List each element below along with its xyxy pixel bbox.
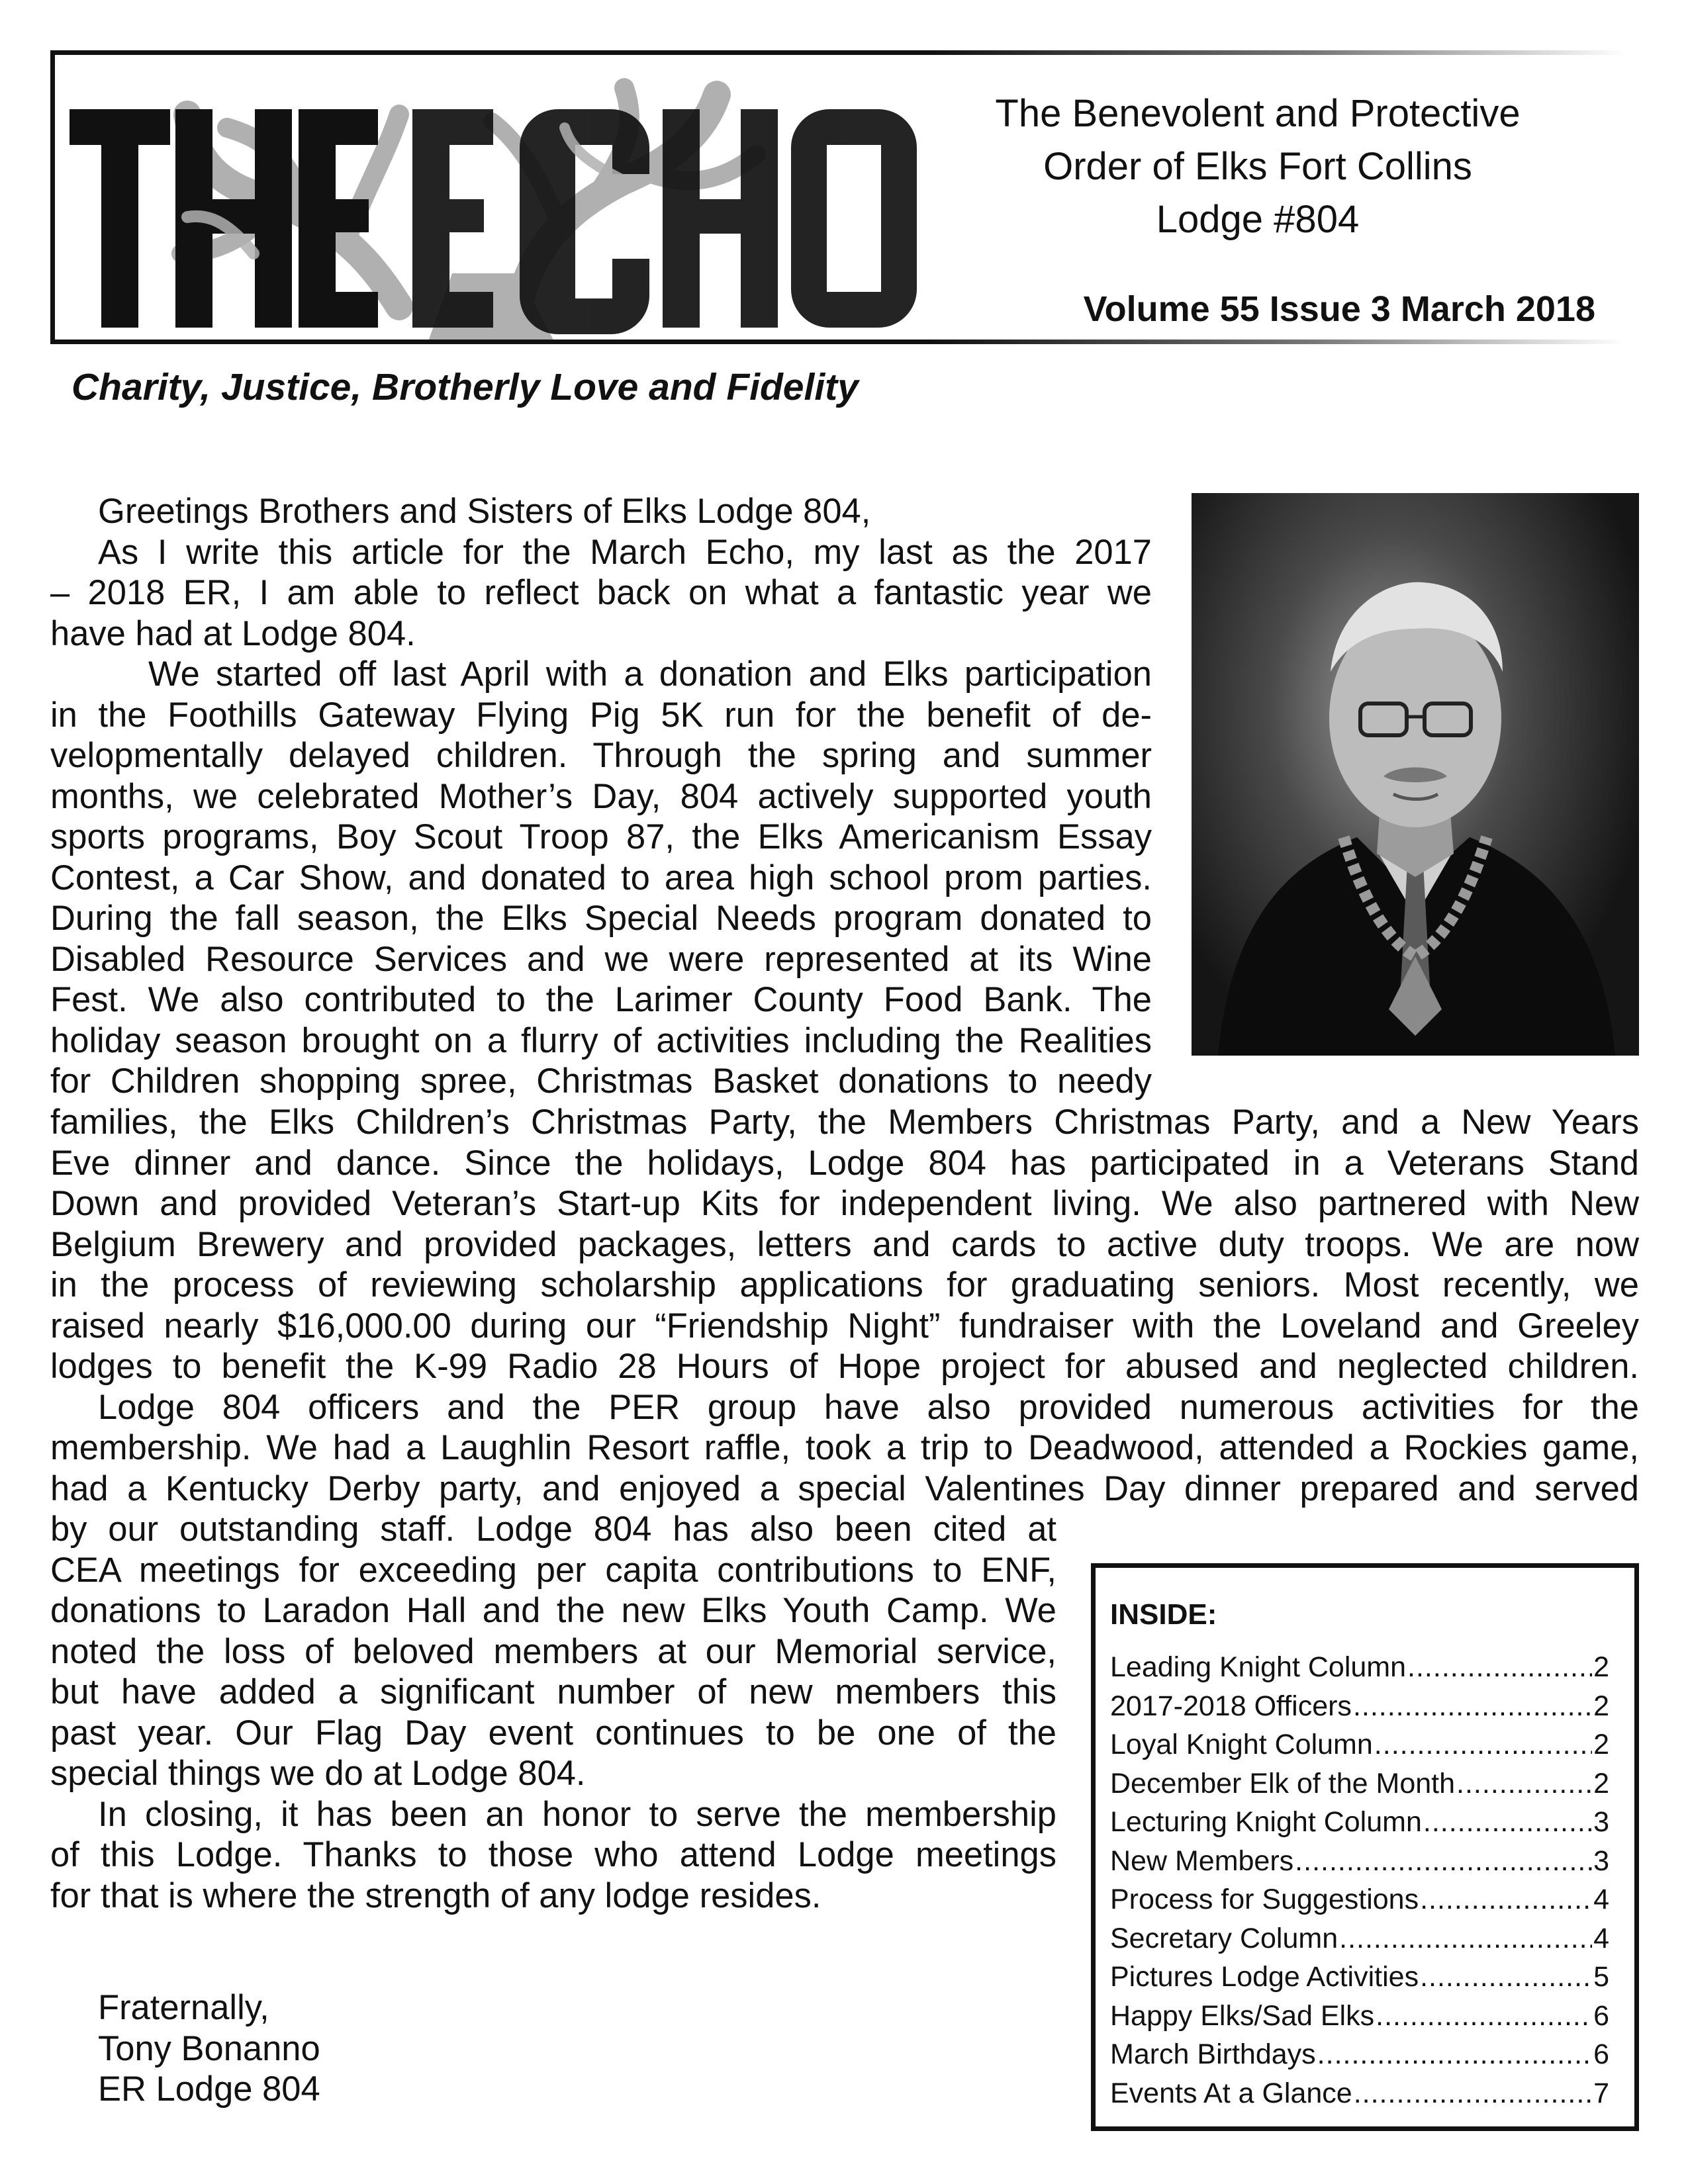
toc-item xyxy=(1110,2077,1609,2116)
masthead-rule-top xyxy=(931,50,1626,55)
org-line: The Benevolent and Protective xyxy=(995,92,1521,135)
toc-item-page: 4 xyxy=(1593,1884,1609,1915)
toc-leader-dots xyxy=(1339,1923,1592,1955)
toc-item-page: 3 xyxy=(1593,1844,1609,1877)
toc-item xyxy=(1110,1729,1609,1768)
toc-leader-dots xyxy=(1376,2000,1592,2032)
text-line: We started off last April with a donation and Elks participation xyxy=(148,655,1152,694)
text-line: but have added a significant number of new members this xyxy=(50,1672,1056,1711)
toc-item xyxy=(1110,1923,1609,1962)
text-line: special things we do at Lodge 804. xyxy=(50,1754,586,1793)
letter-intro xyxy=(50,491,1152,1102)
toc-item-page: 2 xyxy=(1593,1767,1609,1799)
toc-item-label: 2017-2018 Officers xyxy=(1110,1690,1352,1722)
text-line: Belgium Brewery and provided packages, letters and cards to active duty troops. We are now xyxy=(50,1224,1639,1264)
toc-list xyxy=(1110,1651,1609,2116)
text-line: velopmentally delayed children. Through the spring and summer xyxy=(50,736,1152,775)
toc-item xyxy=(1110,1884,1609,1923)
toc-leader-dots xyxy=(1456,1768,1592,1800)
toc-item-label: Secretary Column xyxy=(1110,1922,1338,1954)
text-line: As I write this article for the March Echo, my last as the 2017 xyxy=(98,532,1152,572)
text-line: in the Foothills Gateway Flying Pig 5K run for the benefit of de- xyxy=(50,695,1152,735)
toc-leader-dots xyxy=(1374,1729,1592,1761)
toc-item-label: December Elk of the Month xyxy=(1110,1767,1456,1799)
org-line: Lodge #804 xyxy=(1156,198,1360,241)
text-line: CEA meetings for exceeding per capita contributions to ENF, xyxy=(50,1550,1056,1590)
text-line: Down and provided Veteran’s Start-up Kits for independent living. We also partnered with New xyxy=(50,1184,1639,1223)
text-line: of this Lodge. Thanks to those who attend Lodge meetings xyxy=(50,1835,1056,1874)
toc-item-label: Leading Knight Column xyxy=(1110,1651,1407,1683)
toc-item-label: Process for Suggestions xyxy=(1110,1884,1419,1915)
toc-item-label: March Birthdays xyxy=(1110,2038,1316,2070)
letter-lower-section xyxy=(50,1509,1056,1916)
toc-item xyxy=(1110,2038,1609,2077)
toc-item xyxy=(1110,1961,1609,2000)
elk-antler-icon xyxy=(55,55,931,344)
toc-item-page: 6 xyxy=(1593,1999,1609,2032)
toc-item-page: 4 xyxy=(1593,1922,1609,1954)
toc-leader-dots xyxy=(1317,2038,1592,2071)
toc-item-label: Pictures Lodge Activities xyxy=(1110,1961,1419,1993)
toc-leader-dots xyxy=(1420,1961,1592,1993)
text-line: by our outstanding staff. Lodge 804 has also been cited at xyxy=(50,1510,1056,1549)
text-line: holiday season brought on a flurry of activities including the Realities xyxy=(50,1021,1152,1060)
toc-item-label: Loyal Knight Column xyxy=(1110,1729,1373,1760)
exalted-ruler-portrait xyxy=(1192,493,1639,1056)
signoff-line: Fraternally, xyxy=(98,1988,269,2027)
toc-item-label: Lecturing Knight Column xyxy=(1110,1806,1422,1838)
signoff xyxy=(98,1987,320,2110)
text-line: Eve dinner and dance. Since the holidays, Lodge 804 has participated in a Veterans Stand xyxy=(50,1143,1639,1183)
toc-item-page: 7 xyxy=(1593,2077,1609,2109)
signoff-line: ER Lodge 804 xyxy=(98,2070,320,2109)
text-line: – 2018 ER, I am able to reflect back on what a fantastic year we xyxy=(50,573,1152,612)
toc-item-page: 3 xyxy=(1593,1806,1609,1838)
text-line: for that is where the strength of any lodge resides. xyxy=(50,1876,821,1915)
greeting: Greetings Brothers and Sisters of Elks Lodge 804, xyxy=(98,492,871,531)
text-line: Contest, a Car Show, and donated to area high school prom parties. xyxy=(50,858,1152,897)
toc-item-page: 2 xyxy=(1593,1651,1609,1683)
toc-item-label: New Members xyxy=(1110,1844,1294,1877)
text-line: for Children shopping spree, Christmas Basket donations to needy xyxy=(50,1062,1152,1101)
organization-name xyxy=(973,87,1542,246)
text-line: During the fall season, the Elks Special Needs program donated to xyxy=(50,899,1152,938)
toc-item-page: 6 xyxy=(1593,2038,1609,2070)
toc-item xyxy=(1110,1768,1609,1807)
text-line: have had at Lodge 804. xyxy=(50,614,416,653)
text-line: Lodge 804 officers and the PER group have also provided numerous activities for the xyxy=(98,1387,1639,1427)
toc-item xyxy=(1110,1806,1609,1845)
masthead-logo xyxy=(50,50,931,344)
signoff-line: Tony Bonanno xyxy=(98,2028,320,2068)
org-line: Order of Elks Fort Collins xyxy=(1043,145,1472,188)
toc-leader-dots xyxy=(1407,1651,1592,1684)
text-line: donations to Laradon Hall and the new Elks Youth Camp. We xyxy=(50,1591,1056,1630)
toc-item xyxy=(1110,1690,1609,1729)
toc-item-page: 5 xyxy=(1593,1961,1609,1993)
text-line: membership. We had a Laughlin Resort raffle, took a trip to Deadwood, attended a Rockies game, xyxy=(50,1428,1639,1467)
text-line: months, we celebrated Mother’s Day, 804 actively supported youth xyxy=(50,776,1152,816)
inside-title: INSIDE: xyxy=(1110,1598,1217,1631)
toc-leader-dots xyxy=(1295,1845,1592,1878)
motto: Charity, Justice, Brotherly Love and Fidelity xyxy=(71,366,859,408)
text-line: lodges to benefit the K-99 Radio 28 Hours of Hope project for abused and neglected children. xyxy=(50,1347,1639,1386)
text-line: families, the Elks Children’s Christmas Party, the Members Christmas Party, and a New Years xyxy=(50,1103,1639,1142)
toc-item xyxy=(1110,2000,1609,2039)
text-line: in the process of reviewing scholarship applications for graduating seniors. Most recently, we xyxy=(50,1265,1639,1304)
toc-item-page: 2 xyxy=(1593,1690,1609,1722)
text-line: Disabled Resource Services and we were represented at its Wine xyxy=(50,939,1152,979)
toc-leader-dots xyxy=(1420,1884,1592,1916)
text-line: sports programs, Boy Scout Troop 87, the Elks Americanism Essay xyxy=(50,817,1152,856)
text-line: noted the loss of beloved members at our Memorial service, xyxy=(50,1631,1056,1671)
issue-info: Volume 55 Issue 3 March 2018 xyxy=(1083,289,1595,329)
toc-leader-dots xyxy=(1354,2077,1592,2110)
text-line: Fest. We also contributed to the Larimer County Food Bank. The xyxy=(50,980,1152,1019)
text-line: had a Kentucky Derby party, and enjoyed a special Valentines Day dinner prepared and served xyxy=(50,1469,1639,1508)
inside-contents-box xyxy=(1091,1563,1639,2131)
toc-leader-dots xyxy=(1423,1806,1592,1839)
masthead-rule-bottom xyxy=(931,340,1626,344)
text-line: raised nearly $16,000.00 during our “Friendship Night” fundraiser with the Loveland and Greeley xyxy=(50,1306,1639,1345)
toc-item-label: Happy Elks/Sad Elks xyxy=(1110,1999,1375,2032)
letter-wide-section xyxy=(50,1102,1639,1509)
toc-leader-dots xyxy=(1353,1690,1592,1723)
toc-item xyxy=(1110,1845,1609,1884)
text-line: In closing, it has been an honor to serve the membership xyxy=(98,1794,1056,1834)
text-line: past year. Our Flag Day event continues to be one of the xyxy=(50,1713,1056,1752)
toc-item-page: 2 xyxy=(1593,1729,1609,1760)
toc-item xyxy=(1110,1651,1609,1690)
toc-item-label: Events At a Glance xyxy=(1110,2077,1352,2109)
